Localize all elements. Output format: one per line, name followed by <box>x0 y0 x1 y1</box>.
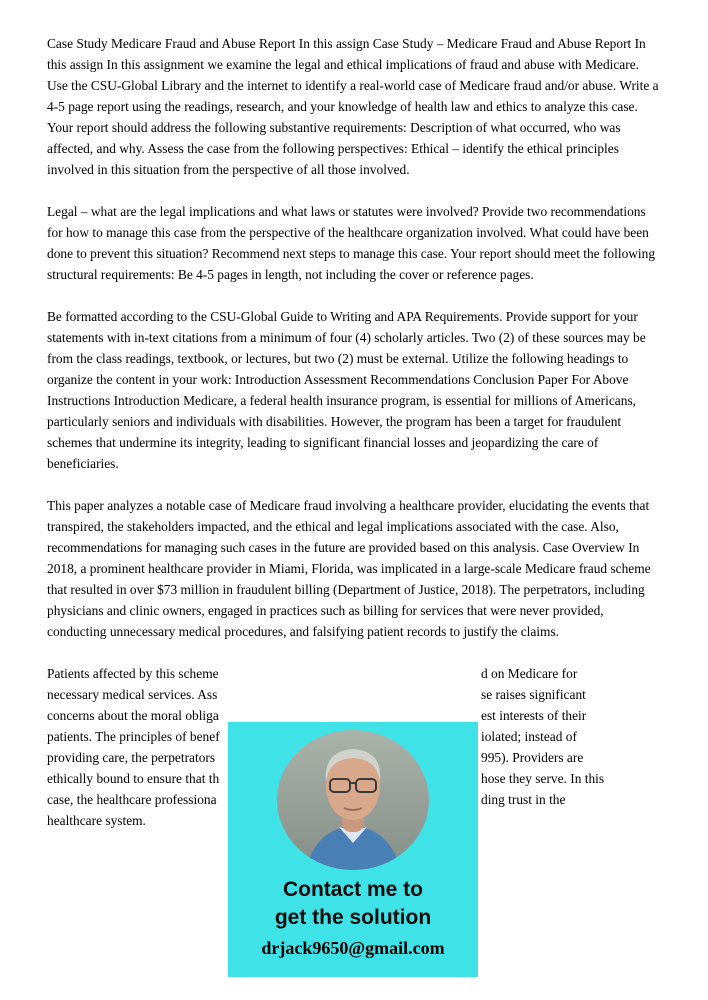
text-line <box>47 684 661 705</box>
text-fragment-left: case, the healthcare professiona <box>47 792 217 807</box>
text-fragment-left: providing care, the perpetrators <box>47 750 216 765</box>
text-fragment-left: patients. The principles of benef <box>47 729 220 744</box>
text-fragment-right: est interests of their <box>481 708 587 723</box>
paragraph: This paper analyzes a notable case of Medicare fraud involving a healthcare provider, elucidating the events that transpired, the stakeholders impacted, and the ethical and legal implications associated with the case. Also, recommendations for managing such cases in the future are provided based on this analysis. Case Overview In 2018, a prominent healthcare provider in Miami, Florida, was implicated in a large-scale Medicare fraud scheme that resulted in over $73 million in fraudulent billing (Department of Justice, 2018). The perpetrators, including physicians and clinic owners, engaged in practices such as billing for services that were never provided, conducting unnecessary medical procedures, and falsifying patient records to justify the claims. <box>47 498 651 639</box>
contact-email: drjack9650@gmail.com <box>261 938 445 958</box>
portrait-svg <box>277 730 429 870</box>
text-fragment-left: concerns about the moral obliga <box>47 708 219 723</box>
text-fragment-left: healthcare system. <box>47 813 146 828</box>
portrait-photo <box>277 730 429 870</box>
text-fragment-right: hose they serve. In this <box>481 771 605 786</box>
paragraph: Be formatted according to the CSU-Global Guide to Writing and APA Requirements. Provide support for your statements with in-text citations from a minimum of four (4) scholarly articles. Two (2) of these sources may be from the class readings, textbook, or lectures, but two (2) must be external. Utilize the following headings to organize the content in your work: Introduction Assessment Recommendations Conclusion Paper For Above Instructions Introduction Medicare, a federal health insurance program, is essential for millions of Americans, particularly seniors and individuals with disabilities. However, the program has been a target for fraudulent schemes that undermine its integrity, leading to significant financial losses and jeopardizing the care of beneficiaries. <box>47 309 646 471</box>
paragraph: Legal – what are the legal implications and what laws or statutes were involved? Provide two recommendations for how to manage this case from the perspective of the healthcare organization involved. What could have been done to prevent this situation? Recommend next steps to manage this case. Your report should meet the following structural requirements: Be 4-5 pages in length, not including the cover or reference pages. <box>47 204 656 282</box>
text-fragment-left: Patients affected by this scheme <box>47 666 219 681</box>
text-fragment-right: iolated; instead of <box>481 729 577 744</box>
contact-line2: get the solution <box>274 906 432 929</box>
text-fragment-right: 995). Providers are <box>481 750 584 765</box>
text-fragment-left: ethically bound to ensure that th <box>47 771 220 786</box>
contact-line1: Contact me to <box>282 878 423 901</box>
text-line <box>47 663 661 684</box>
text-fragment-left: necessary medical services. Ass <box>47 687 218 702</box>
contact-message <box>228 876 478 932</box>
document-body <box>47 33 661 831</box>
text-fragment-right: se raises significant <box>481 687 586 702</box>
text-fragment-right: ding trust in the <box>481 792 566 807</box>
contact-overlay <box>228 722 478 977</box>
paragraph: Case Study Medicare Fraud and Abuse Report In this assign Case Study – Medicare Fraud and Abuse Report In this assign In this assignment we examine the legal and ethical implications of fraud and abuse with Medicare. Use the CSU-Global Library and the internet to identify a real-world case of Medicare fraud and/or abuse. Write a 4-5 page report using the readings, research, and your knowledge of health law and ethics to analyze this case. Your report should address the following substantive requirements: Description of what occurred, who was affected, and why. Assess the case from the following perspectives: Ethical – identify the ethical principles involved in this situation from the perspective of all those involved. <box>47 36 659 177</box>
text-fragment-right: d on Medicare for <box>481 666 578 681</box>
